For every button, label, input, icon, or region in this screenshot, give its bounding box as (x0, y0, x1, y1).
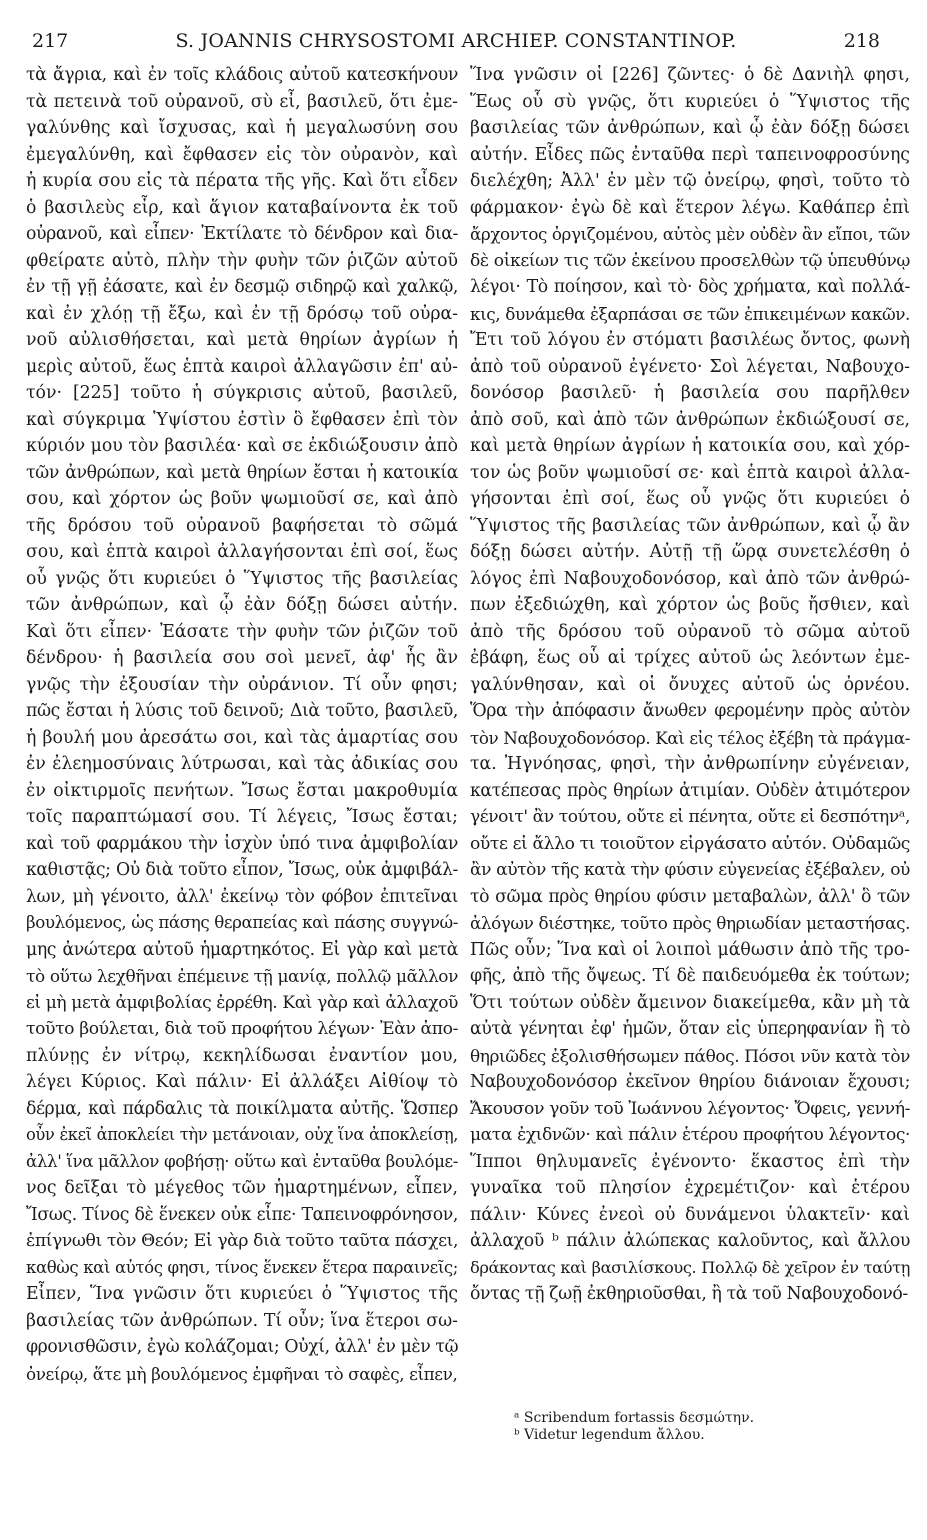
text-line: δράκοντας καὶ βασιλίσκους. Πολλῷ δὲ χεῖρον ἐν ταύτῃ (470, 1257, 910, 1277)
text-line: δόξῃ δώσει αὐτήν. Αὐτῇ τῇ ὥρᾳ συνετελέσθη ὁ (470, 542, 910, 562)
text-line: λων, μὴ γένοιτο, ἀλλ' ἐκείνῳ τὸν φόβον ἐπιτεῖναι (26, 886, 458, 907)
text-line: σου, καὶ ἑπτὰ καιροὶ ἀλλαγήσονται ἐπὶ σοί, ἕως (26, 542, 458, 562)
text-line: δέρμα, καὶ πάρδαλις τὰ ποικίλματα αὐτῆς. Ὥσπερ (26, 1098, 458, 1119)
text-line: ὁ βασιλεὺς εἶρ, καὶ ἅγιον καταβαίνοντα ἐκ τοῦ (26, 197, 458, 218)
text-line: οὖν ἐκεῖ ἀποκλείει τὴν μετάνοιαν, οὐχ ἵνα ἀποκλείσῃ, (26, 1125, 458, 1144)
text-line: τῆς δρόσου τοῦ οὐρανοῦ βαφήσεται τὸ σῶμά (26, 515, 458, 536)
text-line: Ἔτι τοῦ λόγου ἐν στόματι βασιλέως ὄντος, φωνὴ (470, 330, 910, 350)
text-line: τῶν ἀνθρώπων, καὶ μετὰ θηρίων ἔσται ἡ κατοικία (26, 462, 458, 483)
text-line: ἐβάφη, ἕως οὗ αἱ τρίχες αὐτοῦ ὡς λεόντων ἐμε- (470, 648, 910, 668)
text-line: νοῦ αὐλισθήσεται, καὶ μετὰ θηρίων ἀγρίων ἡ (26, 330, 458, 350)
text-line: πων ἐξεδιώχθη, καὶ χόρτον ὡς βοῦς ἤσθιεν, καὶ (470, 595, 910, 615)
text-line: νος δεῖξαι τὸ μέγεθος τῶν ἡμαρτημένων, εἶπεν, (26, 1178, 458, 1198)
text-line: ὀνείρῳ, ἅτε μὴ βουλόμενος ἐμφῆναι τὸ σαφὲς, εἶπεν, (26, 1363, 458, 1384)
text-line: ἀλλ' ἵνα μᾶλλον φοβήσῃ· οὕτω καὶ ἐνταῦθα βουλόμε- (26, 1151, 458, 1171)
text-line: βασιλείας τῶν ἀνθρώπων, καὶ ᾧ ἐὰν δόξῃ δώσει (470, 118, 910, 138)
text-line: βουλόμενος, ὡς πάσης θεραπείας καὶ πάσης συγγνώ- (26, 913, 458, 932)
text-line: Ὅτι τούτων οὐδὲν ἄμεινον διακείμεθα, κἂν μὴ τὰ (470, 992, 910, 1013)
text-line: καὶ σύγκριμα Ὑψίστου ἐστὶν ὃ ἔφθασεν ἐπὶ τὸν (26, 409, 458, 430)
text-line: καὶ ἐν χλόῃ τῇ ἔξω, καὶ ἐν τῇ δρόσῳ τοῦ οὐρα- (26, 303, 458, 324)
text-line: θηριῶδες ἐξολισθήσωμεν πάθος. Πόσοι νῦν κατὰ τὸν (470, 1045, 910, 1066)
text-line: ἀπὸ σοῦ, καὶ ἀπὸ τῶν ἀνθρώπων ἐκδιώξουσί σε, (470, 409, 910, 430)
text-line: τον ὡς βοῦν ψωμιοῦσί σε· καὶ ἑπτὰ καιροὶ ἀλλα- (470, 462, 910, 483)
text-line: Ἵνα γνῶσιν οἱ [226] ζῶντες· ὁ δὲ Δανιὴλ φησι, (470, 65, 910, 85)
text-line: ἡ κυρία σου εἰς τὰ πέρατα τῆς γῆς. Καὶ ὅτι εἶδεν (26, 171, 458, 191)
text-line: τὸ σῶμα πρὸς θηρίου φύσιν μεταβαλὼν, ἀλλ' ὃ τῶν (470, 886, 910, 907)
text-line: Καὶ ὅτι εἶπεν· Ἐάσατε τὴν φυὴν τῶν ῥιζῶν τοῦ (26, 621, 458, 642)
text-line: τόν· [225] τοῦτο ἡ σύγκρισις αὐτοῦ, βασιλεῦ, (26, 383, 458, 403)
text-line: τῶν ἀνθρώπων, καὶ ᾧ ἐὰν δόξῃ δώσει αὐτήν. (26, 595, 458, 615)
running-header (32, 30, 880, 62)
text-line: σου, καὶ χόρτον ὡς βοῦν ψωμιοῦσί σε, καὶ ἀπὸ (26, 489, 458, 509)
text-line: ἐπίγνωθι τὸν Θεόν; Εἰ γὰρ διὰ τοῦτο ταῦτα πάσχει, (26, 1231, 458, 1251)
text-line: ἀλλαχοῦ ᵇ πάλιν ἀλώπεκας καλοῦντος, καὶ ἄλλου (470, 1231, 910, 1251)
text-line: τοῦτο βούλεται, διὰ τοῦ προφήτου λέγων· Ἐὰν ἀπο- (26, 1019, 458, 1039)
text-line: ἀλόγων διέστηκε, τοῦτο πρὸς θηριωδίαν μεταστήσας. (470, 913, 910, 933)
text-line: πῶς ἔσται ἡ λύσις τοῦ δεινοῦ; Διὰ τοῦτο, βασιλεῦ, (26, 701, 458, 721)
text-line: λόγος ἐπὶ Ναβουχοδονόσορ, καὶ ἀπὸ τῶν ἀνθρώ- (470, 568, 910, 589)
text-line: ἀπὸ τῆς δρόσου τοῦ οὐρανοῦ τὸ σῶμα αὐτοῦ (470, 621, 910, 642)
text-line: καὶ τοῦ φαρμάκου τὴν ἰσχὺν ὑπό τινα ἀμφιβολίαν (26, 833, 458, 854)
text-line: Εἶπεν, Ἵνα γνῶσιν ὅτι κυριεύει ὁ Ὕψιστος τῆς (26, 1284, 458, 1304)
text-line: γυναῖκα τοῦ πλησίον ἐχρεμέτιζον· καὶ ἑτέρου (470, 1178, 910, 1198)
text-line: ἂν αὐτὸν τῆς κατὰ τὴν φύσιν εὐγενείας ἐξέβαλεν, οὐ (470, 860, 910, 880)
text-line: αὐτήν. Εἶδες πῶς ἐνταῦθα περὶ ταπεινοφροσύνης (470, 144, 910, 165)
text-line: Ἴσως. Τίνος δὲ ἕνεκεν οὐκ εἶπε· Ταπεινοφρόνησον, (26, 1204, 458, 1225)
text-line: κατέπεσας πρὸς θηρίων ἀτιμίαν. Οὐδὲν ἀτιμότερον (470, 780, 910, 801)
footnotes (514, 1410, 754, 1444)
footnote: ᵃ Scribendum fortassis δεσμώτην. (514, 1410, 755, 1426)
text-line: κύριόν μου τὸν βασιλέα· καὶ σε ἐκδιώξουσιν ἀπὸ (26, 436, 458, 456)
footnote: ᵇ Videtur legendum ἄλλου. (514, 1427, 705, 1443)
text-line: λέγοι· Τὸ ποίησον, καὶ τὸ· δὸς χρήματα, καὶ πολλά- (470, 277, 910, 297)
text-line: γαλύνθησαν, καὶ οἱ ὄνυχες αὐτοῦ ὡς ὀρνέου. (470, 674, 910, 695)
text-line: ματα ἐχιδνῶν· καὶ πάλιν ἑτέρου προφήτου λέγοντος· (470, 1125, 910, 1145)
text-line: κις, δυνάμεθα ἐξαρπάσαι σε τῶν ἐπικειμένων κακῶν. (470, 303, 910, 324)
text-line: φρονισθῶσιν, ἐγὼ κολάζομαι; Οὐχί, ἀλλ' ἐν μὲν τῷ (26, 1337, 458, 1357)
left-text-column (26, 62, 458, 1387)
text-line: ἀπὸ τοῦ οὐρανοῦ ἐγένετο· Σοὶ λέγεται, Ναβουχο- (470, 356, 910, 377)
text-line: ὄντας τῇ ζωῇ ἐκθηριοῦσθαι, ἢ τὰ τοῦ Ναβουχοδονό- (470, 1284, 908, 1304)
text-line: Ὕψιστος τῆς βασιλείας τῶν ἀνθρώπων, καὶ ᾧ ἂν (470, 515, 910, 536)
text-line: τὸν Ναβουχοδονόσορ. Καὶ εἰς τέλος ἐξέβη τὰ πράγμα- (470, 727, 910, 748)
text-line: ἐν οἰκτιρμοῖς πενήτων. Ἴσως ἔσται μακροθυμία (26, 780, 458, 801)
text-line: ἐν τῇ γῇ ἐάσατε, καὶ ἐν δεσμῷ σιδηρῷ καὶ χαλκῷ, (26, 277, 458, 297)
text-line: Ναβουχοδονόσορ ἐκεῖνον θηρίου διάνοιαν ἔχουσι; (470, 1072, 910, 1092)
text-line: μης ἀνώτερα αὐτοῦ ἡμαρτηκότος. Εἰ γὰρ καὶ μετὰ (26, 939, 458, 960)
text-line: εἰ μὴ μετὰ ἀμφιβολίας ἐρρέθη. Καὶ γὰρ καὶ ἀλλαχοῦ (26, 992, 458, 1013)
text-line: φῆς, ἀπὸ τῆς ὄψεως. Τί δὲ παιδευόμεθα ἐκ τούτων; (470, 966, 910, 986)
text-line: καὶ μετὰ θηρίων ἀγρίων ἡ κατοικία σου, καὶ χόρ- (470, 436, 910, 456)
text-line: ἡ βουλή μου ἀρεσάτω σοι, καὶ τὰς ἁμαρτίας σου (26, 727, 458, 748)
text-line: δὲ οἰκείων τις τῶν ἐκείνου προσελθὼν τῷ ὑπευθύνῳ (470, 250, 910, 271)
text-line: μερὶς αὐτοῦ, ἕως ἑπτὰ καιροὶ ἀλλαγῶσιν ἐπ' αὐ- (26, 356, 458, 377)
text-line: λέγει Κύριος. Καὶ πάλιν· Εἰ ἀλλάξει Αἰθίοψ τὸ (26, 1072, 458, 1092)
text-line: γήσονται ἐπὶ σοί, ἕως οὗ γνῷς ὅτι κυριεύει ὁ (470, 489, 910, 509)
text-line: οὔτε εἰ ἄλλο τι τοιοῦτον εἰργάσατο αὐτόν. Οὐδαμῶς (470, 833, 910, 854)
running-head-title: S. JOANNIS CHRYSOSTOMI ARCHIEP. CONSTANTINOP. (175, 30, 737, 52)
text-line: ἐν ἐλεημοσύναις λύτρωσαι, καὶ τὰς ἀδικίας σου (26, 754, 458, 774)
text-line: τὰ πετεινὰ τοῦ οὐρανοῦ, σὺ εἶ, βασιλεῦ, ὅτι ἐμε- (26, 91, 458, 112)
text-line: ἄρχοντος ὀργιζομένου, αὐτὸς μὲν οὐδὲν ἂν εἴποι, τῶν (470, 224, 910, 244)
page-number-left: 217 (32, 30, 69, 52)
text-line: τὸ οὕτω λεχθῆναι ἐπέμεινε τῇ μανίᾳ, πολλῷ μᾶλλον (26, 966, 458, 986)
text-line: καθιστᾷς; Οὐ διὰ τοῦτο εἶπον, Ἴσως, οὐκ ἀμφιβάλ- (26, 860, 458, 880)
text-line: φθείρατε αὐτὸ, πλὴν τὴν φυὴν τῶν ῥιζῶν αὐτοῦ (26, 250, 458, 271)
page-number-right: 218 (843, 30, 880, 52)
text-line: τὰ ἄγρια, καὶ ἐν τοῖς κλάδοις αὐτοῦ κατεσκήνουν (26, 65, 458, 85)
text-line: οὗ γνῷς ὅτι κυριεύει ὁ Ὕψιστος τῆς βασιλείας (26, 568, 458, 589)
text-line: Ἕως οὗ σὺ γνῷς, ὅτι κυριεύει ὁ Ὕψιστος τῆς (470, 91, 910, 112)
text-line: γαλύνθης καὶ ἴσχυσας, καὶ ἡ μεγαλωσύνη σου (26, 118, 458, 138)
right-text-column (470, 62, 910, 1308)
text-line: διελέχθη; Ἀλλ' ἐν μὲν τῷ ὀνείρῳ, φησὶ, τοῦτο τὸ (470, 171, 910, 191)
text-line: τα. Ἠγνόησας, φησὶ, τὴν ἀνθρωπίνην εὐγένειαν, (470, 754, 910, 774)
text-line: πάλιν· Κύνες ἐνεοὶ οὐ δυνάμενοι ὑλακτεῖν· καὶ (470, 1204, 910, 1225)
text-line: Ὅρα τὴν ἀπόφασιν ἄνωθεν φερομένην πρὸς αὐτὸν (470, 701, 910, 721)
text-line: βασιλείας τῶν ἀνθρώπων. Τί οὖν; ἵνα ἕτεροι σω- (26, 1310, 458, 1331)
text-line: δένδρου· ἡ βασιλεία σου σοὶ μενεῖ, ἀφ' ἧς ἂν (26, 648, 458, 668)
text-line: γνῷς τὴν ἐξουσίαν τὴν οὐράνιον. Τί οὖν φησι; (26, 674, 458, 695)
text-line: Πῶς οὖν; Ἵνα καὶ οἱ λοιποὶ μάθωσιν ἀπὸ τῆς τρο- (470, 939, 910, 960)
text-line: πλύνῃς ἐν νίτρῳ, κεκηλίδωσαι ἐναντίον μου, (26, 1045, 458, 1066)
text-line: Ἄκουσον γοῦν τοῦ Ἰωάννου λέγοντος· Ὄφεις, γεννή- (470, 1098, 910, 1119)
text-line: τοῖς παραπτώμασί σου. Τί λέγεις, Ἴσως ἔσται; (26, 807, 458, 827)
text-line: Ἵπποι θηλυμανεῖς ἐγένοντο· ἕκαστος ἐπὶ τὴν (470, 1151, 910, 1172)
text-line: δονόσορ βασιλεῦ· ἡ βασιλεία σου παρῆλθεν (470, 383, 910, 403)
text-line: καθὼς καὶ αὐτός φησι, τίνος ἕνεκεν ἕτερα παραινεῖς; (26, 1257, 458, 1277)
text-line: φάρμακον· ἐγὼ δὲ καὶ ἕτερον λέγω. Καθάπερ ἐπὶ (470, 197, 910, 218)
text-line: οὐρανοῦ, καὶ εἶπεν· Ἐκτίλατε τὸ δένδρον καὶ δια- (26, 224, 458, 244)
text-line: γένοιτ' ἂν τούτου, οὔτε εἰ πένητα, οὔτε εἰ δεσπότηνᵃ, (470, 807, 910, 827)
text-line: αὐτὰ γένηται ἐφ' ἡμῶν, ὅταν εἰς ὑπερηφανίαν ἢ τὸ (470, 1019, 910, 1039)
text-line: ἐμεγαλύνθη, καὶ ἔφθασεν εἰς τὸν οὐρανὸν, καὶ (26, 144, 458, 165)
